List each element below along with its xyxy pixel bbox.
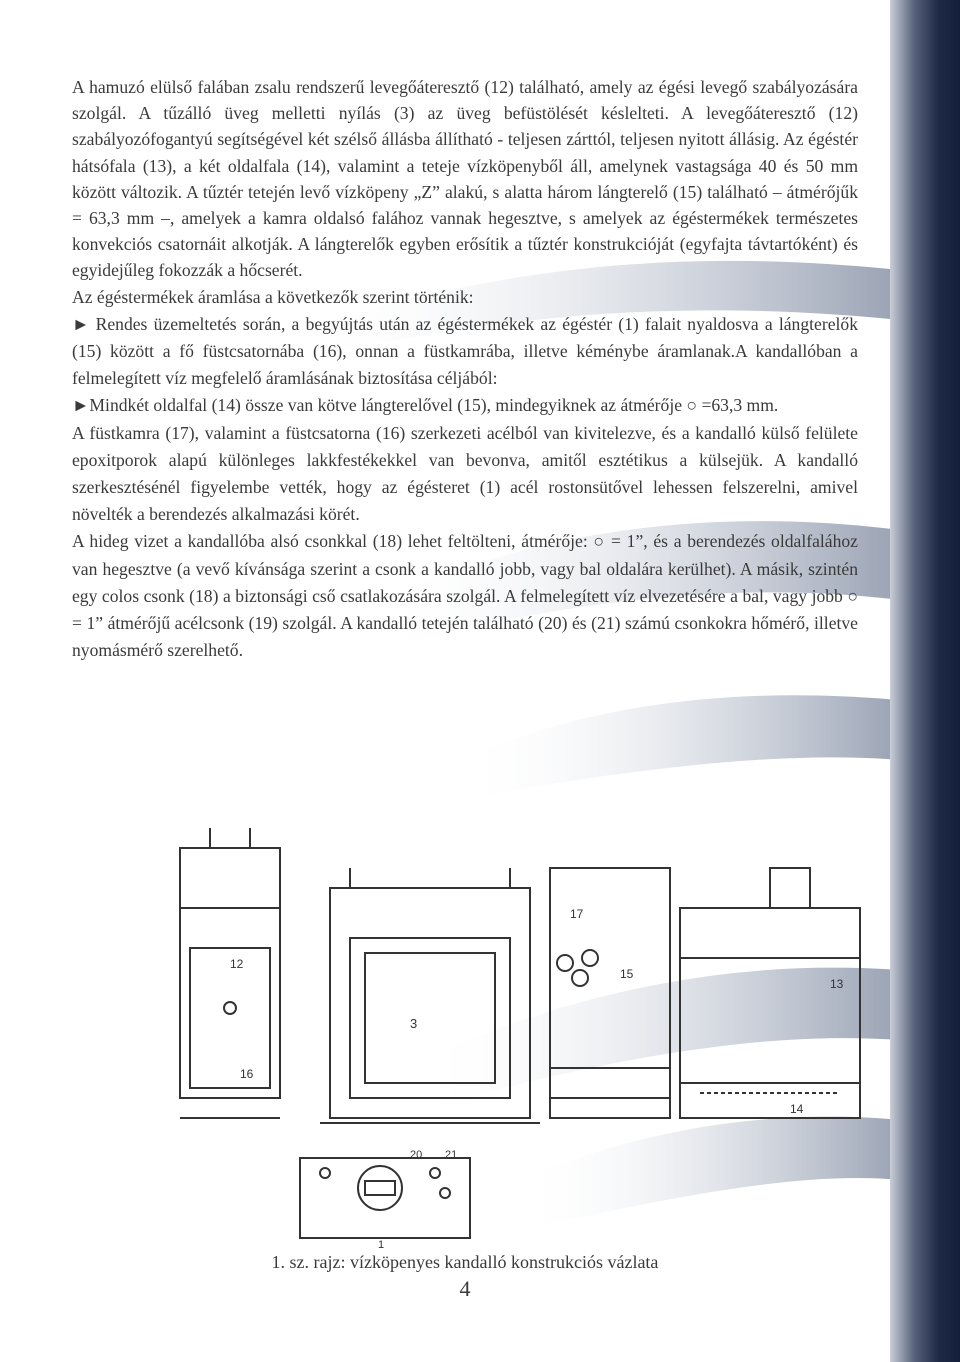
paragraph-bullet-normal-operation: ► Rendes üzemeltetés során, a begyújtás után az égéstermékek az égéstér (1) falait nyaldosva a lángterelők (15) között a fő füstcsatornába (16), onnan a füstkamrába, illetve kéménybe áramlanak.A kandallóban a felmelegített víz megfelelő áramlásának biztosítása céljából: [72, 313, 858, 389]
section-view [550, 868, 670, 1118]
side-view [180, 828, 280, 1118]
figure-caption [0, 1252, 930, 1273]
diagram-label-14: 14 [790, 1102, 804, 1116]
front-view [320, 868, 540, 1123]
diagram-label-3: 3 [410, 1016, 418, 1031]
rear-view [680, 868, 860, 1118]
diagram-label-16: 16 [240, 1067, 254, 1081]
top-view [300, 1149, 470, 1248]
paragraph-intro: A hamuzó elülső falában zsalu rendszerű levegőáteresztő (12) található, amely az égési levegő szabályozására szolgál. A tűzálló üveg melletti nyílás (3) az üveg befüstölését késlelteti. A levegőáteresztő (12) szabályozófogantyú segítségével két szélső állásba állítható - teljesen zárttól, teljesen nyitott állásig. Az égéstér hátsófala (13), a két oldalfala (14), valamint a teteje vízköpenyből áll, amelynek vastagsága 40 és 50 mm között változik. A tűztér tetején levő vízköpeny „Z” alakú, s alatta három lángterelő (15) található – átmérőjűk = 63,3 mm –, amelyek a kamra oldalsó falához vannak hegesztve, s amelyek az égéstermékek természetes konvekciós csatornáit alkotják. A lángterelők egyben erősítik a tűztér konstrukcióját (egyfajta távtartóként) és egyidejűleg fokozzák a hőcserét. [72, 77, 858, 281]
paragraph-smoke-chamber: A füstkamra (17), valamint a füstcsatorna (16) szerkezeti acélból van kivitelezve, és a kandalló külső felülete epoxitporok alapú különleges lakkfestékekkel van bevonva, amitől esztétikus a külsejük. A kandalló szerkesztésénél figyelembe vették, hogy az égésteret (1) acél rostonsütővel lehessen felszerelni, amivel növelték a berendezés alkalmazási körét. [72, 422, 858, 525]
paragraph-flow-heading: Az égéstermékek áramlása a következők szerint történik: [72, 286, 474, 307]
figure-caption-prefix: 1. sz. rajz: [271, 1252, 346, 1272]
figure-caption-text: vízköpenyes kandalló konstrukciós vázlata [350, 1252, 659, 1272]
paragraph-bullet-side-walls: ►Mindkét oldalfal (14) össze van kötve lángterelővel (15), mindegyiknek az átmérője ○ =63,3 mm. [72, 395, 779, 416]
page-number: 4 [459, 1276, 471, 1301]
document-body [72, 74, 858, 664]
diagram-label-1: 1 [378, 1239, 385, 1248]
diagram-label-12: 12 [230, 957, 244, 971]
paragraph-water-connections: A hideg vizet a kandallóba alsó csonkkal (18) lehet feltölteni, átmérője: ○ = 1”, és a berendezés oldalfalához van hegesztve (a vevő kívánsága szerint a csonk a kandalló jobb, vagy bal oldalára kerülhet). A másik, szintén egy colos csonk (18) a biztonsági cső csatlakozására szolgál. A felmelegített víz elvezetésére a bal, vagy jobb ○ = 1” átmérőjű acélcsonk (19) szolgál. A kandalló tetején található (20) és (21) számú csonkokra hőmérő, illetve nyomásmérő szerelhető. [72, 531, 858, 661]
diagram-label-20: 20 [410, 1149, 423, 1161]
diagram-label-15: 15 [620, 967, 634, 981]
diagram-label-21: 21 [445, 1149, 458, 1161]
fireplace-construction-diagram [170, 828, 870, 1248]
diagram-label-17: 17 [570, 907, 584, 921]
diagram-label-13: 13 [830, 977, 844, 991]
right-decorative-band [890, 0, 960, 1362]
